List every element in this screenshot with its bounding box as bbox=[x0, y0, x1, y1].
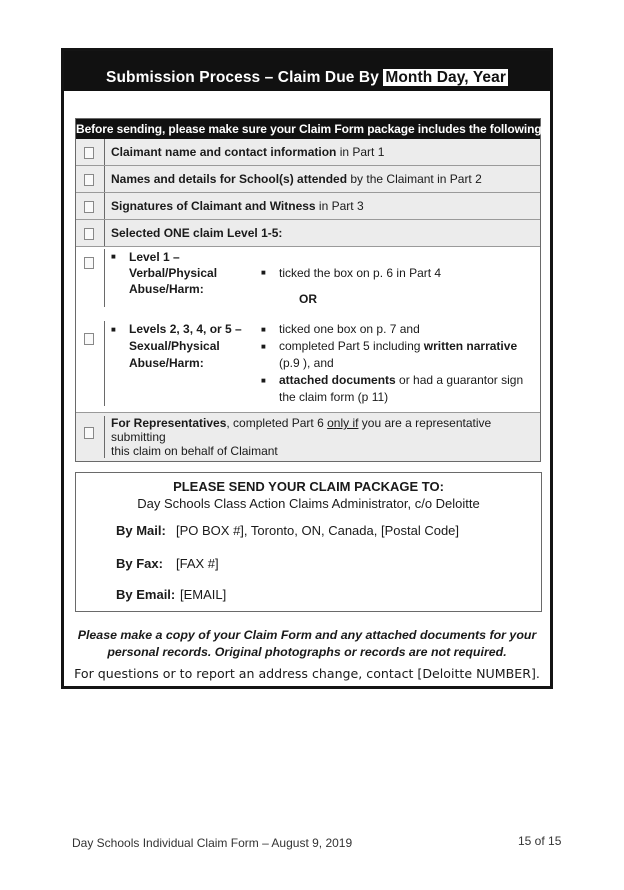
levels-2-5-desc-3-cont: the claim form (p 11) bbox=[279, 390, 389, 404]
submission-process-panel bbox=[61, 48, 553, 689]
mail-value: [PO BOX #], Toronto, ON, Canada, [Postal Code] bbox=[176, 523, 460, 538]
levels-2-5-name: Levels 2, 3, 4, or 5 – Sexual/Physical Abuse/Harm: bbox=[129, 322, 242, 370]
level-1-desc: ticked the box on p. 6 in Part 4 bbox=[279, 266, 442, 280]
or-label: OR bbox=[299, 292, 317, 306]
checklist-row-levels-2-5 bbox=[76, 313, 540, 412]
fax-line bbox=[116, 556, 219, 571]
title-prefix: Submission Process – Claim Due By bbox=[106, 69, 384, 86]
checklist-table bbox=[75, 118, 546, 462]
title-bar bbox=[64, 51, 550, 91]
checklist-row bbox=[76, 192, 540, 219]
checklist-row bbox=[76, 165, 540, 192]
bullet-icon: ■ bbox=[261, 325, 266, 334]
due-date-highlight: Month Day, Year bbox=[385, 69, 506, 86]
level-1-name: Level 1 – Verbal/Physical Abuse/Harm: bbox=[129, 250, 218, 296]
email-label: By Email: bbox=[116, 587, 176, 602]
email-line bbox=[116, 587, 226, 602]
mail-label: By Mail: bbox=[116, 523, 166, 538]
levels-2-5-desc-2-cont: (p.9 ), and bbox=[279, 356, 334, 370]
page-number: 15 of 15 bbox=[518, 834, 562, 848]
footer-form-title: Day Schools Individual Claim Form – August 9, 2019 bbox=[72, 836, 353, 850]
send-subheading: Day Schools Class Action Claims Administrator, c/o Deloitte bbox=[137, 496, 480, 511]
representatives-text: For Representatives, completed Part 6 only if you are a representative submitting this claim on behalf of Claimant bbox=[111, 416, 492, 458]
checklist-item-text: Claimant name and contact information in Part 1 bbox=[111, 145, 385, 159]
bullet-icon: ■ bbox=[261, 342, 266, 351]
checkbox[interactable] bbox=[84, 228, 94, 240]
send-address-box bbox=[75, 472, 542, 612]
checkbox[interactable] bbox=[84, 427, 94, 439]
checklist-item-text: Selected ONE claim Level 1-5: bbox=[111, 226, 283, 240]
levels-2-5-desc-2: completed Part 5 including written narrative (p.9 ), and bbox=[279, 339, 518, 370]
contact-line: For questions or to report an address change, contact [Deloitte NUMBER]. bbox=[74, 666, 540, 681]
mail-line bbox=[116, 523, 459, 538]
bullet-icon: ■ bbox=[261, 376, 266, 385]
checkbox[interactable] bbox=[84, 201, 94, 213]
checkbox[interactable] bbox=[84, 174, 94, 186]
checklist-item-text: Names and details for School(s) attended by the Claimant in Part 2 bbox=[111, 172, 482, 186]
bullet-icon: ■ bbox=[261, 268, 266, 277]
send-heading: PLEASE SEND YOUR CLAIM PACKAGE TO: bbox=[173, 479, 444, 494]
fax-label: By Fax: bbox=[116, 556, 163, 571]
copy-records-note: Please make a copy of your Claim Form and any attached documents for your personal records. Original photographs or records are not required. bbox=[77, 628, 537, 659]
checkbox[interactable] bbox=[84, 333, 94, 345]
levels-2-5-desc-3: attached documents or had a guarantor sign the claim form (p 11) bbox=[279, 373, 524, 404]
bullet-icon: ■ bbox=[111, 252, 116, 261]
checklist-header: Before sending, please make sure your Claim Form package includes the following: bbox=[76, 119, 540, 139]
checklist-row bbox=[76, 219, 540, 246]
fax-value: [FAX #] bbox=[176, 556, 219, 571]
checklist-row-representatives bbox=[76, 412, 540, 461]
page-title bbox=[64, 69, 550, 87]
bullet-icon: ■ bbox=[111, 325, 116, 334]
email-value: [EMAIL] bbox=[180, 587, 227, 602]
checklist-row bbox=[76, 139, 540, 165]
checklist-item-text: Signatures of Claimant and Witness in Part 3 bbox=[111, 199, 364, 213]
checklist-row-level-1 bbox=[76, 246, 540, 313]
checkbox[interactable] bbox=[84, 147, 94, 159]
levels-2-5-desc-1: ticked one box on p. 7 and bbox=[279, 322, 420, 336]
checkbox[interactable] bbox=[84, 257, 94, 269]
